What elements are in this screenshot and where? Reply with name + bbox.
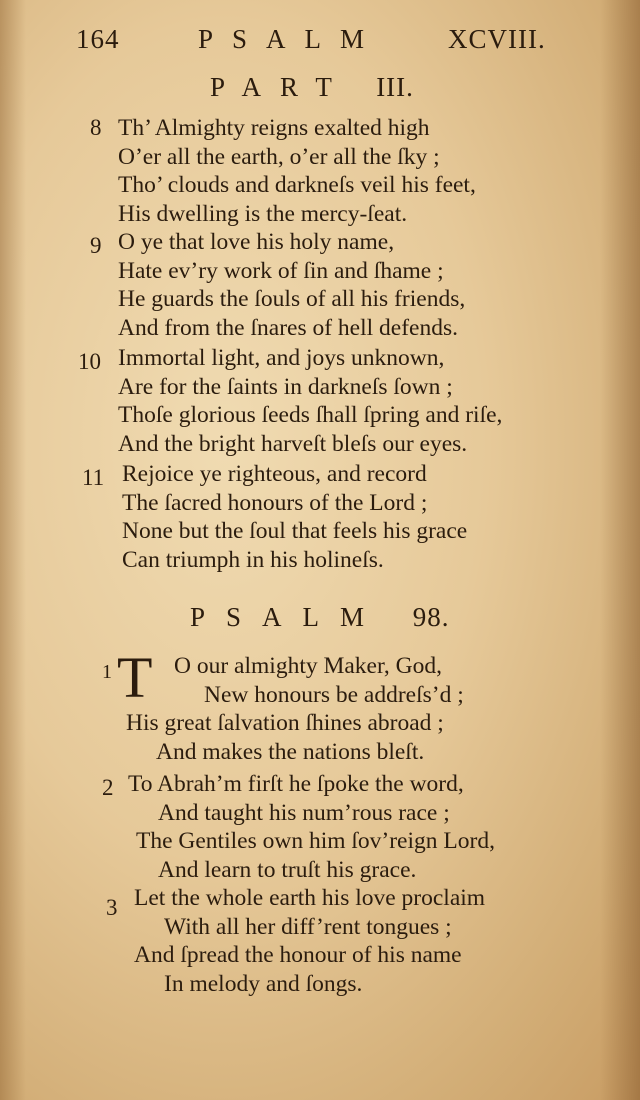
verse-line: Hate ev’ry work of ſin and ſhame ; xyxy=(118,257,444,284)
verse-line: And ſpread the honour of his name xyxy=(134,942,462,968)
stanza-10 xyxy=(78,344,503,458)
stanza-number: 11 xyxy=(82,465,105,490)
verse-line: Let the whole earth his love proclaim xyxy=(134,885,486,911)
dropcap-letter: T xyxy=(117,645,153,710)
psalm-stanza-3 xyxy=(106,884,486,998)
verse-line: And from the ſnares of hell defends. xyxy=(118,314,458,341)
header-psalm-number: XCVIII. xyxy=(448,24,546,54)
stanza-number: 8 xyxy=(90,115,102,140)
verse-line: New honours be addreſs’d ; xyxy=(204,681,464,708)
verse-line: Are for the ſaints in darkneſs ſown ; xyxy=(118,373,453,400)
verse-line: And makes the nations bleſt. xyxy=(156,738,425,765)
running-header xyxy=(76,24,556,58)
verse-line: The Gentiles own him ſov’reign Lord, xyxy=(136,828,495,854)
verse-line: His dwelling is the mercy-ſeat. xyxy=(118,200,408,227)
verse-line: Tho’ clouds and darkneſs veil his feet, xyxy=(118,172,476,198)
verse-line: Immortal light, and joys unknown, xyxy=(118,345,445,371)
verse-line: And the bright harveſt bleſs our eyes. xyxy=(118,430,468,457)
stanza-8 xyxy=(90,114,476,228)
verse-line: And learn to truſt his grace. xyxy=(158,856,417,883)
stanza-number: 3 xyxy=(106,895,118,920)
page-number: 164 xyxy=(76,24,120,54)
verse-line: And taught his num’rous race ; xyxy=(158,799,450,826)
stanza-9 xyxy=(90,228,466,342)
psalm-stanza-1 xyxy=(102,645,464,766)
verse-line: Can triumph in his holineſs. xyxy=(122,546,384,573)
verse-line: Rejoice ye righteous, and record xyxy=(122,461,427,487)
verse-line: O ye that love his holy name, xyxy=(118,229,395,255)
verse-line: His great ſalvation ſhines abroad ; xyxy=(126,710,444,736)
verse-line: Th’ Almighty reigns exalted high xyxy=(118,115,430,141)
stanza-number: 10 xyxy=(78,349,101,374)
stanza-number: 2 xyxy=(102,775,114,800)
psalm-number: 98. xyxy=(412,602,450,632)
verse-line: With all her diff’rent tongues ; xyxy=(164,913,452,940)
stanza-number: 1 xyxy=(102,661,112,683)
verse-line: In melody and ſongs. xyxy=(164,970,363,997)
verse-line: He guards the ſouls of all his friends, xyxy=(118,286,466,312)
verse-line: The ſacred honours of the Lord ; xyxy=(122,489,428,516)
verse-line: To Abrah’m firſt he ſpoke the word, xyxy=(128,771,464,797)
stanza-11 xyxy=(82,460,468,574)
psalm-label: PSALM xyxy=(190,602,386,632)
verse-line: Thoſe glorious ſeeds ſhall ſpring and riſe, xyxy=(118,402,503,428)
stanza-number: 9 xyxy=(90,233,102,258)
verse-line: O our almighty Maker, God, xyxy=(174,653,442,679)
verse-line: O’er all the earth, o’er all the ſky ; xyxy=(118,143,440,170)
header-title: PSALM xyxy=(198,24,384,54)
psalm-heading xyxy=(190,602,450,633)
part-heading xyxy=(210,72,414,103)
part-number: III. xyxy=(376,72,414,102)
verse-line: None but the ſoul that feels his grace xyxy=(122,518,468,544)
psalm-stanza-2 xyxy=(102,770,495,884)
part-label: PART xyxy=(210,72,351,102)
